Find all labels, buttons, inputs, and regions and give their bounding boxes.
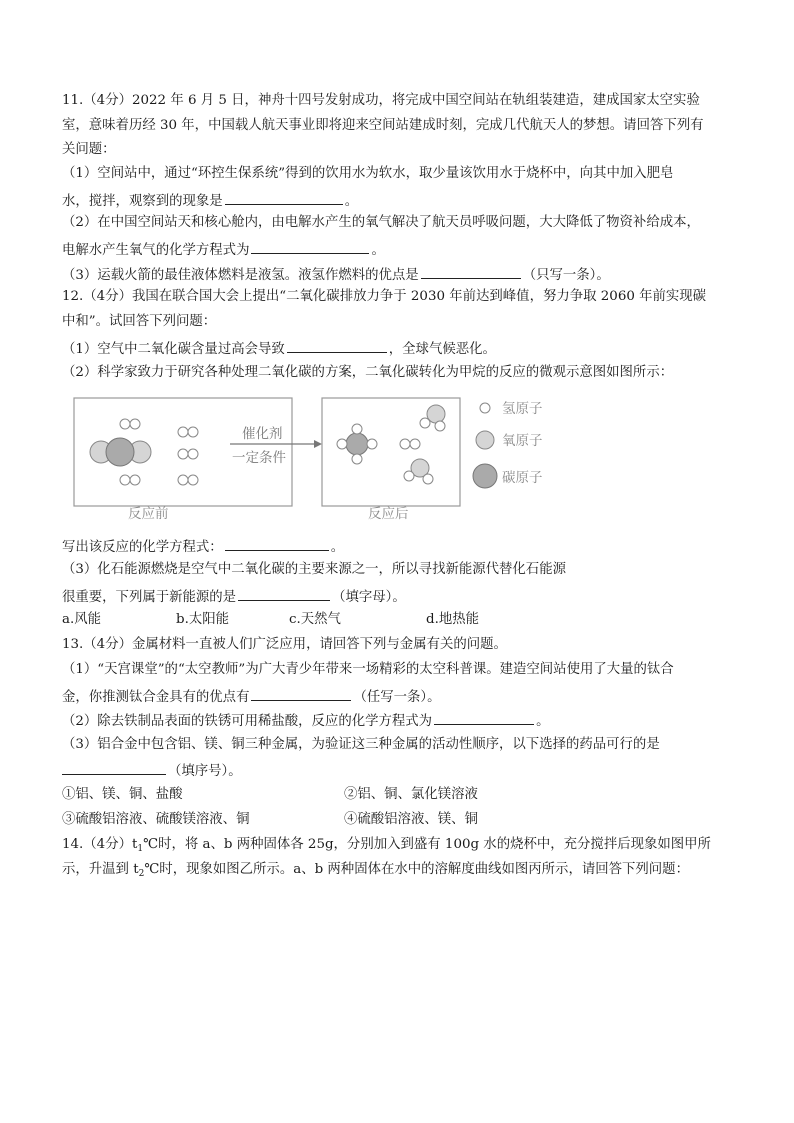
- answer-blank-q13-1[interactable]: [251, 686, 351, 701]
- after-caption: 反应后: [368, 506, 409, 522]
- h2-leftover-icon: [400, 439, 420, 449]
- hydrogen-atom-icon: [480, 403, 490, 413]
- q13-part3-end: （填序号）。: [168, 764, 242, 779]
- answer-blank-q11-1[interactable]: [225, 190, 343, 205]
- q12-part3-text: 很重要，下列属于新能源的是: [62, 590, 237, 605]
- q11-stem-line-2: 室，意味着历经 30 年，中国载人航天事业即将迎来空间站建成时刻，完成几代航天人的梦想。请回答下列有: [62, 118, 704, 133]
- q14-stem-line-2: [62, 861, 689, 879]
- ch4-molecule-icon: [337, 424, 377, 464]
- co2-molecule-icon: [90, 438, 151, 466]
- reaction-diagram: [72, 396, 562, 526]
- answer-blank-q13-2[interactable]: [434, 710, 534, 725]
- q12-part3-line-1: （3）化石能源燃烧是空气中二氧化碳的主要来源之一，所以寻找新能源代替化石能源: [62, 562, 566, 577]
- q12-option-a: a.风能: [62, 612, 102, 627]
- q14-line2-sub: 2: [138, 869, 145, 879]
- q12-stem-line-1: 12.（4分）我国在联合国大会上提出“二氧化碳排放力争于 2030 年前达到峰值，努力争取 2060 年前实现碳: [62, 289, 707, 304]
- legend-oxygen: 氧原子: [502, 433, 543, 449]
- q14-line1-b: ℃时，将 a、b 两种固体各 25g，分别加入到盛有 100g 水的烧杯中，充分搅拌后现象如图甲所: [143, 837, 711, 852]
- q11-stem-line-3: 关问题：: [62, 142, 116, 157]
- q11-part1-line-1: （1）空间站中，通过“环控生保系统”得到的饮用水为软水，取少量该饮用水于烧杯中，向其中加入肥皂: [62, 166, 674, 181]
- legend-hydrogen: 氢原子: [502, 401, 543, 417]
- q12-stem-line-2: 中和”。试回答下列问题：: [62, 314, 217, 329]
- q12-part3-end: （填字母）。: [332, 590, 406, 605]
- q12-equation-text: 写出该反应的化学方程式：: [62, 540, 223, 555]
- q14-stem-line-1: [62, 836, 711, 854]
- legend-carbon: 碳原子: [502, 470, 543, 486]
- q13-part1-line-1: （1）“天宫课堂”的“太空教师”为广大青少年带来一场精彩的太空科普课。建造空间站使用了大量的钛合: [62, 662, 674, 677]
- q14-line1-sub: 1: [137, 844, 144, 854]
- q12-option-c: c.天然气: [289, 612, 341, 627]
- q11-part1-line-2: [62, 190, 358, 211]
- arrow-top-label: 催化剂: [242, 426, 283, 442]
- oxygen-atom-icon: [476, 431, 494, 449]
- before-caption: 反应前: [128, 506, 169, 522]
- answer-blank-q11-3[interactable]: [421, 264, 521, 279]
- q12-option-d: d.地热能: [426, 612, 479, 627]
- answer-blank-q13-3[interactable]: [62, 760, 166, 775]
- q11-stem-line-1: 11.（4分）2022 年 6 月 5 日，神舟十四号发射成功，将完成中国空间站在轨组装建造，建成国家太空实验: [62, 93, 700, 108]
- q12-part2-line: （2）科学家致力于研究各种处理二氧化碳的方案，二氧化碳转化为甲烷的反应的微观示意图如图所示：: [62, 365, 674, 380]
- answer-blank-q11-2[interactable]: [251, 239, 369, 254]
- legend: [473, 401, 543, 488]
- q13-part2-text: （2）除去铁制品表面的铁锈可用稀盐酸，反应的化学方程式为: [62, 714, 433, 729]
- q11-part3-line: [62, 264, 610, 285]
- q11-part3-end: （只写一条）。: [522, 268, 610, 283]
- answer-blank-q12-1[interactable]: [287, 338, 387, 353]
- q14-line2-a: 示，升温到 t: [62, 862, 139, 877]
- q12-part1-text: （1）空气中二氧化碳含量过高会导致: [62, 342, 285, 357]
- arrow-head-icon: [314, 440, 322, 448]
- q13-part1-end: （任写一条）。: [353, 690, 441, 705]
- q13-option-2: ②铝、铜、氯化镁溶液: [344, 787, 478, 802]
- q12-option-b: b.太阳能: [176, 612, 229, 627]
- q13-stem-line: 13.（4分）金属材料一直被人们广泛应用，请回答下列与金属有关的问题。: [62, 637, 507, 652]
- q11-part2-line-1: （2）在中国空间站天和核心舱内，由电解水产生的氧气解决了航天员呼吸问题，大大降低了物资补给成本，: [62, 215, 700, 230]
- q13-option-3: ③硫酸铝溶液、硫酸镁溶液、铜: [62, 812, 250, 827]
- q12-equation-end: 。: [330, 540, 345, 555]
- q14-line2-b: ℃时，现象如图乙所示。a、b 两种固体在水中的溶解度曲线如图丙所示，请回答下列问题：: [144, 862, 689, 877]
- q11-part1-text: 水，搅拌，观察到的现象是: [62, 194, 223, 209]
- q13-part3-line-1: （3）铝合金中包含铝、镁、铜三种金属，为验证这三种金属的活动性顺序，以下选择的药品可行的是: [62, 737, 660, 752]
- answer-blank-q12-2[interactable]: [225, 536, 329, 551]
- q13-option-1: ①铝、镁、铜、盐酸: [62, 787, 183, 802]
- answer-blank-q12-3[interactable]: [238, 586, 330, 601]
- q12-part1-line: [62, 338, 496, 359]
- q13-part2-end: 。: [536, 714, 550, 729]
- q11-part2-end: 。: [371, 243, 385, 258]
- q12-equation-line: [62, 536, 344, 557]
- q12-part3-line-2: [62, 586, 406, 607]
- q13-part3-line-2: [62, 760, 242, 781]
- q11-part2-text: 电解水产生氧气的化学方程式为: [62, 243, 250, 258]
- q13-part2-line: [62, 710, 549, 731]
- q12-part1-end: ，全球气候恶化。: [388, 342, 496, 357]
- q11-part2-line-2: [62, 239, 385, 260]
- carbon-atom-icon: [473, 464, 497, 488]
- q11-part1-end: 。: [344, 194, 359, 209]
- q11-part3-text: （3）运载火箭的最佳液体燃料是液氢。液氢作燃料的优点是: [62, 268, 419, 283]
- q13-part1-line-2: [62, 686, 441, 707]
- q14-line1-a: 14.（4分）t: [62, 837, 138, 852]
- q13-option-4: ④硫酸铝溶液、镁、铜: [344, 812, 478, 827]
- q13-part1-text: 金，你推测钛合金具有的优点有: [62, 690, 250, 705]
- arrow-bottom-label: 一定条件: [232, 450, 286, 466]
